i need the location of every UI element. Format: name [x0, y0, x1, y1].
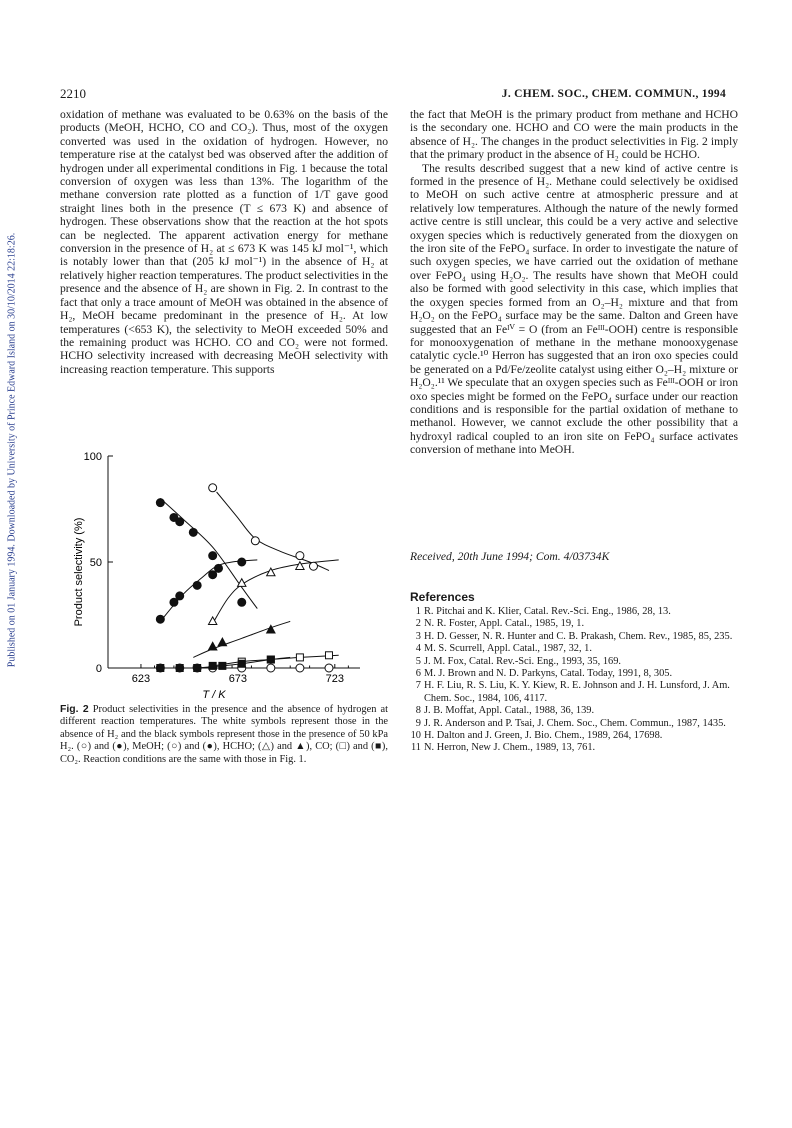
figure-caption: [60, 704, 388, 766]
data-point: [193, 581, 201, 589]
reference-item: [410, 742, 740, 754]
data-point: [176, 665, 183, 672]
data-point: [208, 642, 216, 650]
paragraph: oxidation of methane was evaluated to be 0.63% on the basis of the products (MeOH, HCHO, CO and CO₂). Thus, most of the oxygen converted was used in the oxidation of hydrogen. However, no temperature rise at the catalyst bed was observed after the addition of hydrogen under all experimental conditions in Fig. 1 because the total conversion of oxygen was less than 13%. The logarithm of the methane conversion rate plotted as a function of 1/T gave good straight lines both in the presence (T ≤ 673 K) and absence of hydrogen. These observations show that the reaction at the hot spots can be neglected. The apparent activation energy for methane conversion in the presence of H₂ at ≤ 673 K was 145 kJ mol⁻¹, which is notably lower than that (205 kJ mol⁻¹) in the absence of H₂ at relatively higher reaction temperatures. The product selectivities in the presence and the absence of H₂ are shown in Fig. 2. In contrast to the fact that only a trace amount of MeOH was obtained in the absence of H₂, MeOH became predominant in the presence of H₂. At low temperatures (<653 K), the selectivity to MeOH exceeded 50% and the remaining product was HCHO. CO and CO₂ were not formed. HCHO selectivity increased with decreasing MeOH selectivity with increasing reaction temperature. This supports: [60, 108, 388, 376]
selectivity-chart: [60, 448, 390, 704]
data-point: [296, 552, 304, 560]
data-point: [325, 652, 332, 659]
right-column: [410, 108, 738, 457]
reference-item: [410, 668, 740, 680]
reference-item: [410, 705, 740, 717]
reference-item: [410, 718, 740, 730]
data-point: [296, 664, 304, 672]
y-axis-label: Product selectivity (%): [73, 517, 85, 627]
data-point: [325, 664, 333, 672]
reference-number: 7: [415, 680, 421, 692]
caption-label: Fig. 2: [60, 704, 89, 715]
series-curve: [213, 560, 339, 624]
reference-text: M. S. Scurrell, Appl. Catal., 1987, 32, 1.: [424, 643, 592, 655]
received-date: Received, 20th June 1994; Com. 4/03734K: [410, 550, 610, 563]
references-list: [410, 606, 740, 755]
series-curve: [160, 560, 257, 622]
reference-number: 3: [415, 630, 421, 642]
reference-text: J. M. Fox, Catal. Rev.-Sci. Eng., 1993, 35, 169.: [424, 655, 622, 667]
data-point: [176, 592, 184, 600]
data-point: [156, 615, 164, 623]
x-tick-label: 673: [228, 673, 248, 685]
data-point: [209, 571, 217, 579]
reference-text: H. Dalton and J. Green, J. Bio. Chem., 1989, 264, 17698.: [424, 730, 663, 742]
chart-points: [156, 484, 333, 672]
data-point: [309, 562, 317, 570]
data-point: [238, 660, 245, 667]
y-tick-label: 0: [95, 663, 102, 675]
reference-item: [410, 631, 740, 643]
data-point: [170, 598, 178, 606]
series-curve: [193, 621, 290, 657]
data-point: [251, 537, 259, 545]
reference-number: 8: [415, 705, 421, 717]
publication-sidebar: [4, 200, 20, 700]
x-axis-label: T / K: [202, 689, 226, 701]
data-point: [296, 562, 304, 570]
data-point: [218, 638, 226, 646]
figure-2: [60, 448, 390, 708]
data-point: [267, 664, 275, 672]
reference-number: 2: [415, 618, 421, 630]
data-point: [238, 598, 246, 606]
data-point: [209, 662, 216, 669]
reference-item: [410, 680, 740, 705]
data-point: [296, 654, 303, 661]
left-column: [60, 108, 388, 376]
reference-item: [410, 618, 740, 630]
reference-number: 10: [410, 730, 421, 742]
data-point: [267, 656, 274, 663]
data-point: [156, 499, 164, 507]
x-tick-label: 723: [325, 673, 344, 685]
reference-number: 11: [410, 742, 421, 754]
data-point: [219, 662, 226, 669]
reference-text: R. Pitchai and K. Klier, Catal. Rev.-Sci. Eng., 1986, 28, 13.: [424, 606, 671, 617]
reference-number: 6: [415, 668, 421, 680]
reference-text: N. R. Foster, Appl. Catal., 1985, 19, 1.: [424, 618, 585, 630]
reference-item: [410, 606, 740, 618]
data-point: [214, 564, 222, 572]
data-point: [189, 528, 197, 536]
data-point: [176, 518, 184, 526]
running-head: J. CHEM. SOC., CHEM. COMMUN., 1994: [501, 88, 726, 100]
paragraph: The results described suggest that a new kind of active centre is formed in the presence of H₂. Methane could selectively be oxidised to MeOH on such active centre at atmospheric pressure and at relatively low temperatures. Although the nature of the newly formed active centre is still unclear, this could be a very active and selective oxygen species which is reductively generated from the dioxygen on the iron site of the FePO₄ surface. In order to investigate the nature of such oxygen species, we have carried out the oxidation of methane over FePO₄ using H₂O₂. The results have shown that MeOH could also be formed with good selectivity in this case, which implies that the oxygen species formed from an O₂–H₂ mixture and that from H₂O₂ on the FePO₄ surface may be the same. Dalton and Green have suggested that an Feᴵⱽ = O (from an Feᴵᴵᴵ-OOH) centre is responsible for monooxygenation of methane in the methane monooxygenase catalytic cycle.¹⁰ Herron has suggested that an iron oxo species could be generated on a Pd/Fe/zeolite catalyst using either O₂–H₂ mixture or H₂O₂.¹¹ We speculate that an oxygen species such as Feᴵᴵᴵ-OOH or iron oxo species might be formed on the FePO₄ surface under our reaction conditions and is responsible for the partial oxidation of methane to methanol. However, we cannot exclude the other possibility that a hydroxyl radical coupled to an iron site on FePO₄ surface activates conversion of methane into MeOH.: [410, 161, 738, 457]
reference-item: [410, 730, 740, 742]
reference-number: 4: [415, 643, 421, 655]
reference-text: H. D. Gesser, N. R. Hunter and C. B. Prakash, Chem. Rev., 1985, 85, 235.: [424, 630, 733, 642]
caption-text: Product selectivities in the presence and the absence of hydrogen at different reaction temperatures. The white symbols represent those in the absence of H₂ and the black symbols represent those in the presence of 50 kPa H₂. (○) and (●), MeOH; (○) and (●), HCHO; (△) and ▲), CO; (□) and (■), CO₂. Reaction conditions are the same with those in Fig. 1.: [60, 704, 388, 765]
reference-number: 5: [415, 655, 421, 667]
reference-item: [410, 643, 740, 655]
data-point: [209, 552, 217, 560]
data-point: [157, 665, 164, 672]
data-point: [238, 558, 246, 566]
reference-text: N. Herron, New J. Chem., 1989, 13, 761.: [424, 742, 596, 754]
series-curve: [213, 655, 339, 666]
series-curve: [217, 492, 329, 571]
data-point: [209, 484, 217, 492]
reference-item: [410, 656, 740, 668]
reference-text: M. J. Brown and N. D. Parkyns, Catal. Today, 1991, 8, 305.: [424, 668, 673, 680]
chart-curves: [120, 492, 345, 668]
paragraph: the fact that MeOH is the primary product from methane and HCHO is the secondary one. HCHO and CO were the main products in the absence of H₂. The changes in the product selectivities in Fig. 2 imply that the primary product in the absence of H₂ could be HCHO.: [410, 108, 738, 162]
reference-text: J. B. Moffat, Appl. Catal., 1988, 36, 139.: [424, 705, 595, 717]
y-tick-label: 50: [89, 557, 102, 569]
data-point: [194, 665, 201, 672]
reference-text: J. R. Anderson and P. Tsai, J. Chem. Soc., Chem. Commun., 1987, 1435.: [424, 717, 726, 729]
sidebar-text: Published on 01 January 1994. Downloaded by University of Prince Edward Island on 30/10/2014 22:18:26.: [6, 232, 18, 668]
page-number: 2210: [60, 86, 86, 101]
y-tick-label: 100: [83, 451, 102, 463]
x-tick-label: 623: [131, 673, 151, 685]
reference-number: 1: [415, 606, 421, 617]
reference-number: 9: [415, 717, 421, 729]
reference-text: H. F. Liu, R. S. Liu, K. Y. Kiew, R. E. Johnson and J. H. Lunsford, J. Am. Chem. Soc., 1984, 106, 4117.: [424, 680, 730, 704]
references-heading: References: [410, 590, 475, 604]
